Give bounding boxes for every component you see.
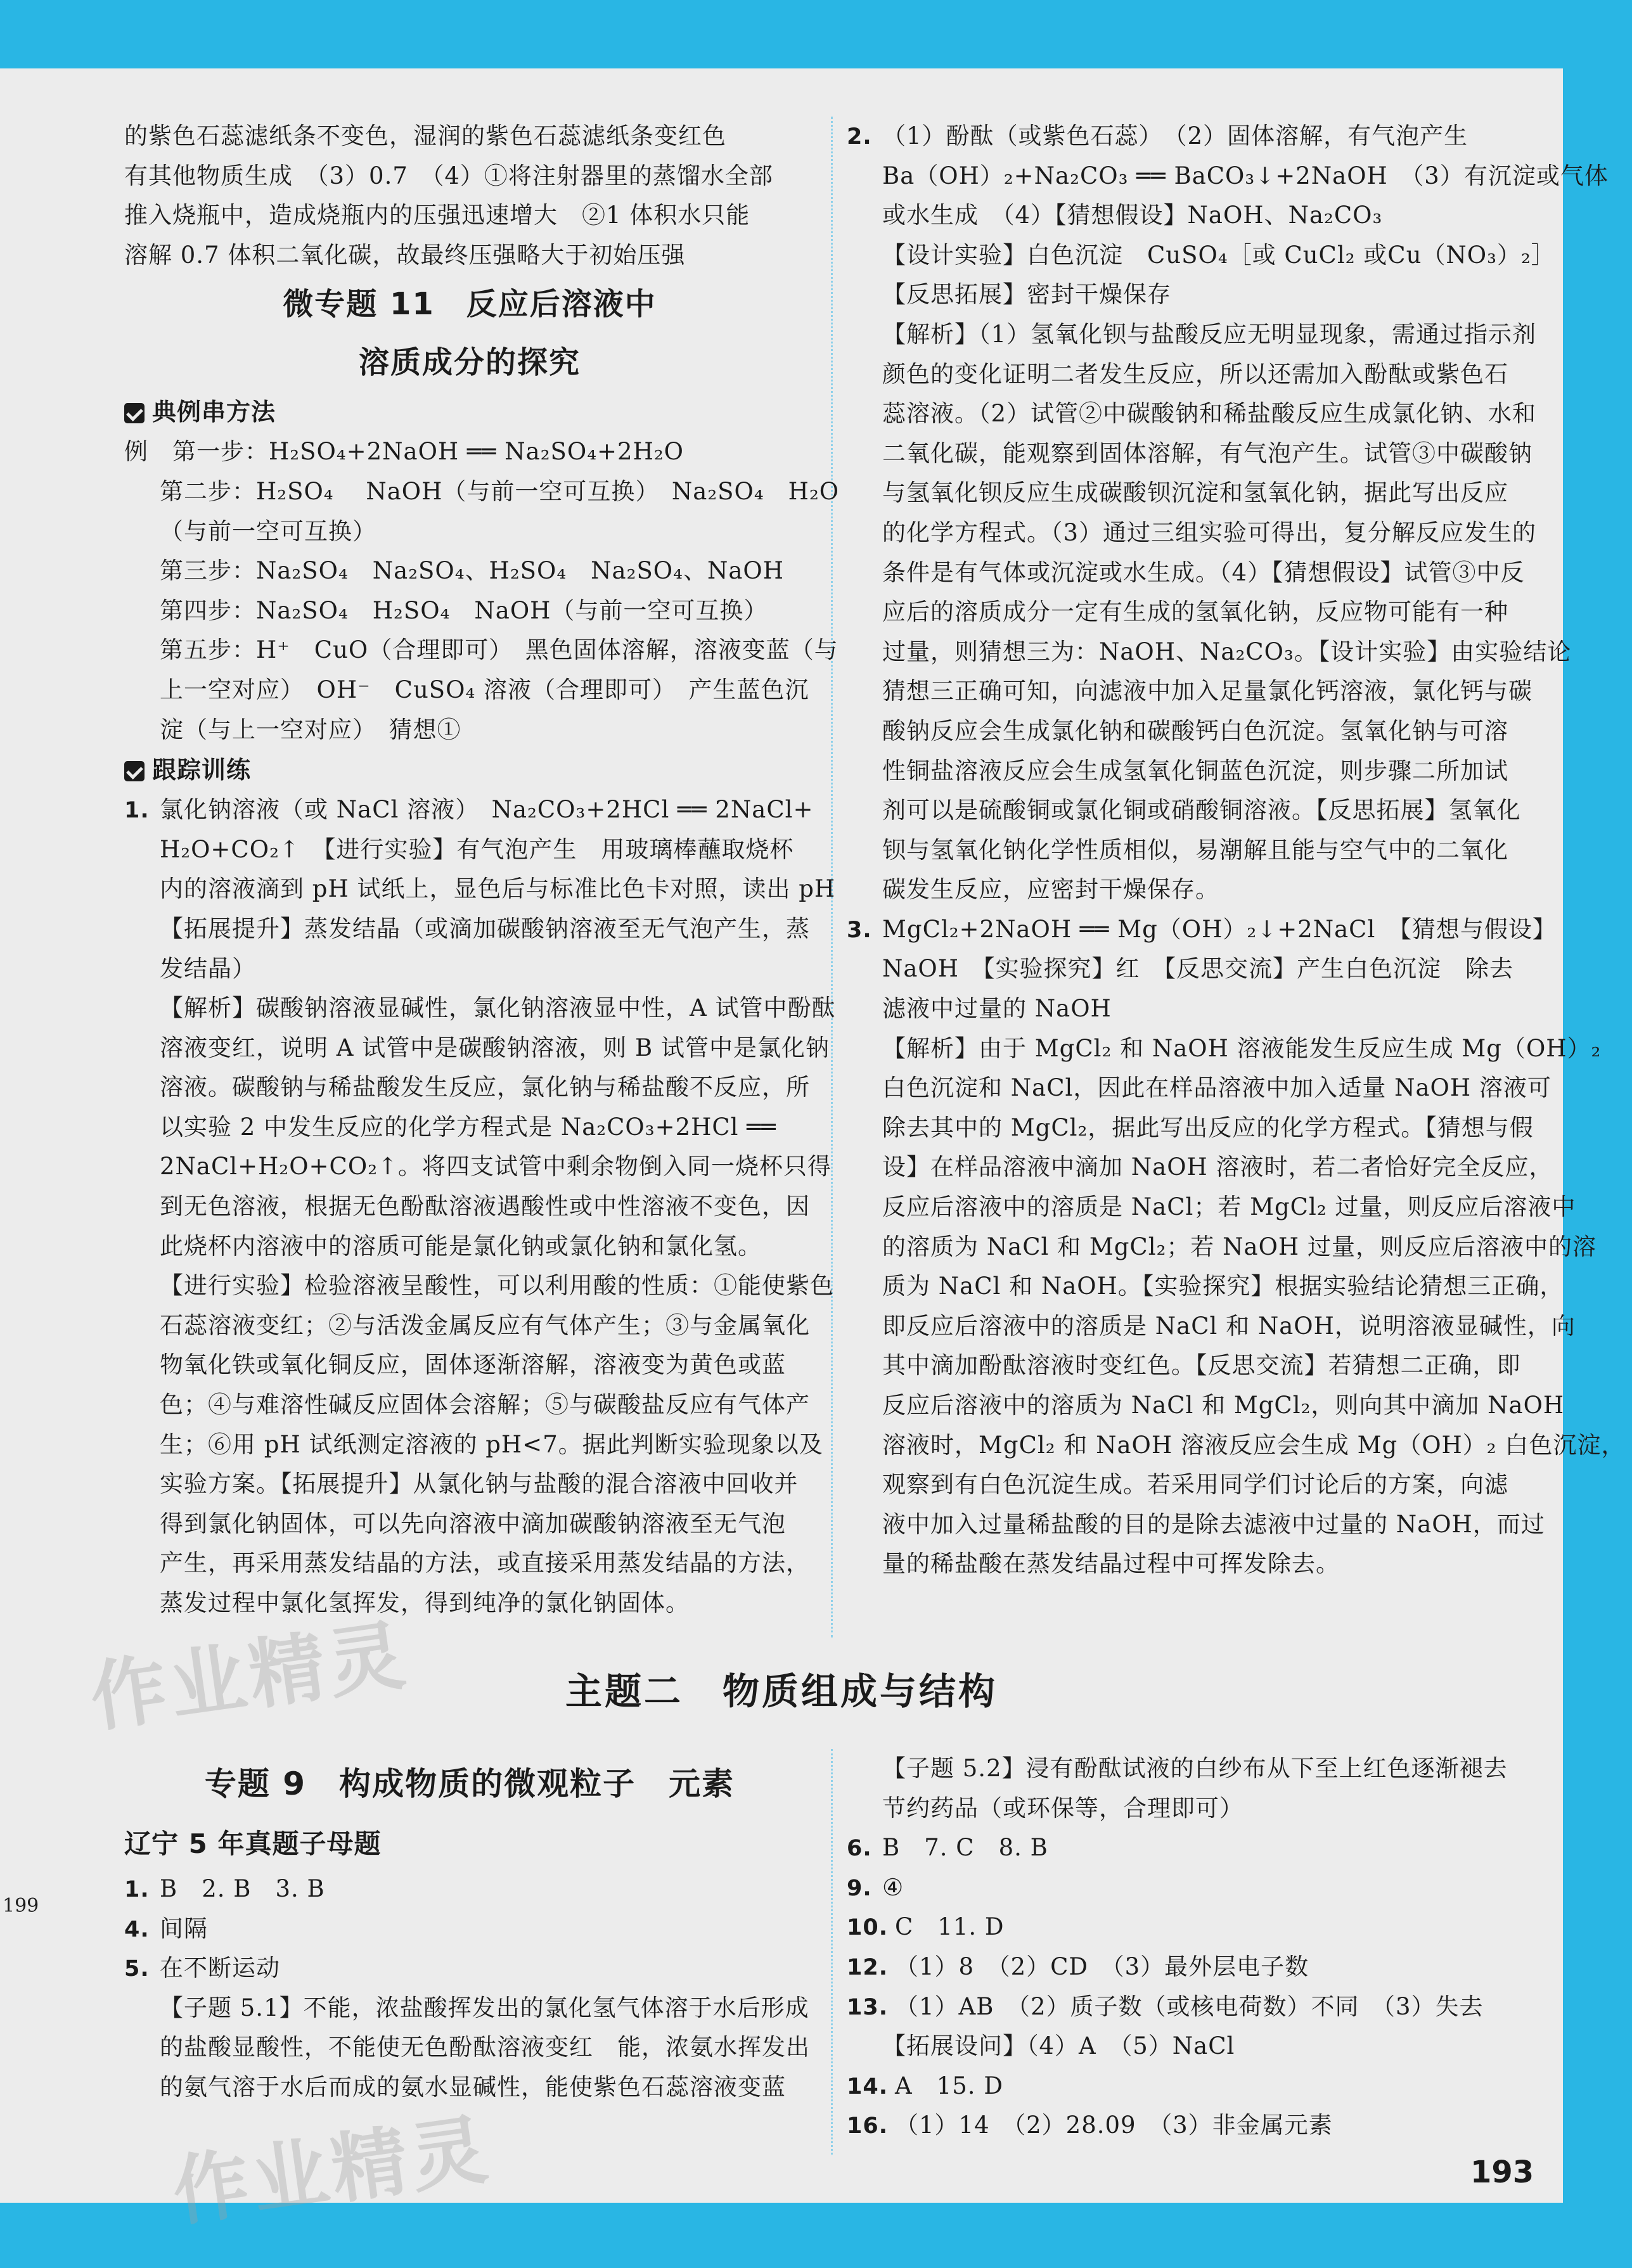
example-line: 第五步：H⁺ CuO（合理即可） 黑色固体溶解，溶液变蓝（与 — [160, 636, 838, 664]
example-line: 例 第一步：H₂SO₄+2NaOH ══ Na₂SO₄+2H₂O — [124, 438, 684, 466]
theme-title: 主题二 物质组成与结构 — [565, 1670, 998, 1713]
answer-line: 白色沉淀和 NaCl，因此在样品溶液中加入适量 NaOH 溶液可 — [882, 1074, 1552, 1102]
answer-line: 2NaCl+H₂O+CO₂↑。将四支试管中剩余物倒入同一烧杯只得 — [160, 1153, 832, 1181]
answer-line: NaOH 【实验探究】红 【反思交流】产生白色沉淀 除去 — [882, 955, 1514, 983]
answer-line: 生；⑥用 pH 试纸测定溶液的 pH<7。据此判断实验现象以及 — [160, 1430, 823, 1458]
text-line: 的紫色石蕊滤纸条不变色，湿润的紫色石蕊滤纸条变红色 — [124, 122, 726, 150]
question-number: 16. — [847, 2113, 889, 2139]
question-number: 13. — [847, 1994, 889, 2020]
answer-text: （1）AB （2）质子数（或核电荷数）不同 （3）失去 — [895, 1992, 1484, 2020]
answer-text: MgCl₂+2NaOH ══ Mg（OH）₂↓+2NaCl 【猜想与假设】 — [882, 915, 1557, 943]
subsection-label: 典例串方法 — [152, 398, 276, 426]
answer-line: 或水生成 （4）【猜想假设】NaOH、Na₂CO₃ — [882, 202, 1383, 229]
answer-line: 碳发生反应，应密封干燥保存。 — [882, 876, 1219, 904]
answer-line — [847, 1868, 1538, 1908]
example-line: 第二步：H₂SO₄ NaOH（与前一空可互换） Na₂SO₄ H₂O — [160, 477, 840, 505]
example-line: 上一空对应） OH⁻ CuSO₄ 溶液（合理即可） 产生蓝色沉 — [160, 676, 809, 703]
subsection-label: 跟踪训练 — [152, 756, 252, 785]
answer-line: 溶液变红，说明 A 试管中是碳酸钠溶液，则 B 试管中是氯化钠 — [160, 1034, 830, 1061]
answer-line — [847, 1947, 1538, 1987]
answer-line: 发结晶） — [160, 954, 256, 982]
answer-line: 到无色溶液，根据无色酚酞溶液遇酸性或中性溶液不变色，因 — [160, 1193, 810, 1220]
answer-line: 色；④与难溶性碱反应固体会溶解；⑤与碳酸盐反应有气体产 — [160, 1391, 810, 1419]
right-column-top — [847, 117, 1626, 1584]
answer-text: A 15. D — [895, 2072, 1003, 2099]
watermark-logo: 作业精灵 — [85, 1611, 414, 1743]
page-number: 193 — [1470, 2155, 1534, 2190]
answer-line: 设】在样品溶液中滴加 NaOH 溶液时，若二者恰好完全反应， — [882, 1153, 1553, 1181]
answer-line: 的溶质为 NaCl 和 MgCl₂；若 NaOH 过量，则反应后溶液中的溶 — [882, 1233, 1597, 1260]
answer-line — [847, 2066, 1538, 2106]
answer-line: 应后的溶质成分一定有生成的氢氧化钠，反应物可能有一种 — [882, 598, 1508, 626]
answer-line: H₂O+CO₂↑ 【进行实验】有气泡产生 用玻璃棒蘸取烧杯 — [160, 835, 794, 863]
question-number: 6. — [847, 1836, 872, 1862]
answer-line: 【设计实验】白色沉淀 CuSO₄［或 CuCl₂ 或Cu（NO₃）₂］ — [882, 241, 1555, 269]
answer-line: 性铜盐溶液反应会生成氢氧化铜蓝色沉淀，则步骤二所加试 — [882, 757, 1508, 785]
answer-line: 的氨气溶于水后而成的氨水显碱性，能使紫色石蕊溶液变蓝 — [160, 2073, 786, 2101]
answer-line: 实验方案。【拓展提升】从氯化钠与盐酸的混合溶液中回收并 — [160, 1470, 799, 1498]
answer-line: 即反应后溶液中的溶质是 NaCl 和 NaOH，说明溶液显碱性，向 — [882, 1312, 1576, 1340]
answer-line: 钡与氢氧化钠化学性质相似，易潮解且能与空气中的二氧化 — [882, 836, 1508, 864]
answer-line: 物氧化铁或氧化铜反应，固体逐渐溶解，溶液变为黄色或蓝 — [160, 1351, 786, 1379]
example-line: （与前一空可互换） — [160, 517, 376, 545]
answer-line: 得到氯化钠固体，可以先向溶液中滴加碳酸钠溶液至无气泡 — [160, 1509, 786, 1537]
answer-line: 其中滴加酚酞溶液时变红色。【反思交流】若猜想二正确，即 — [882, 1352, 1521, 1380]
answer-line: 产生，再采用蒸发结晶的方法，或直接采用蒸发结晶的方法， — [160, 1549, 810, 1577]
example-line: 淀（与上一空对应） 猜想① — [160, 715, 461, 743]
answer-text: （1）酚酞（或紫色石蕊） （2）固体溶解，有气泡产生 — [882, 122, 1468, 150]
answer-text: C 11. D — [895, 1913, 1005, 1941]
answer-line: 除去其中的 MgCl₂，据此写出反应的化学方程式。【猜想与假 — [882, 1113, 1534, 1141]
answer-text: （1）14 （2）28.09 （3）非金属元素 — [895, 2111, 1333, 2139]
topic-title: 专题 9 构成物质的微观粒子 元素 — [204, 1765, 735, 1802]
answer-text: 在不断运动 — [160, 1954, 280, 1982]
answer-line: 【解析】碳酸钠溶液显碱性，氯化钠溶液显中性，A 试管中酚酞 — [160, 994, 836, 1022]
answer-text: 氯化钠溶液（或 NaCl 溶液） Na₂CO₃+2HCl ══ 2NaCl+ — [160, 796, 814, 824]
section-heading-cont: 溶质成分的探究 — [358, 345, 581, 381]
answer-line: 颜色的变化证明二者发生反应，所以还需加入酚酞或紫色石 — [882, 360, 1508, 388]
answer-line: 反应后溶液中的溶质为 NaCl 和 MgCl₂，则向其中滴加 NaOH — [882, 1392, 1565, 1419]
subsection-title: 辽宁 5 年真题子母题 — [124, 1828, 382, 1859]
question-number: 9. — [847, 1875, 872, 1901]
answer-line: 质为 NaCl 和 NaOH。【实验探究】根据实验结论猜想三正确， — [882, 1272, 1564, 1300]
question-number: 1. — [124, 798, 150, 824]
subsection-heading — [124, 750, 815, 790]
question-number: 14. — [847, 2073, 889, 2099]
answer-line — [847, 2106, 1538, 2146]
text-line: 溶解 0.7 体积二氧化碳，故最终压强略大于初始压强 — [124, 241, 686, 269]
answer-line: Ba（OH）₂+Na₂CO₃ ══ BaCO₃↓+2NaOH （3）有沉淀或气体 — [882, 162, 1609, 189]
answer-line: 【反思拓展】密封干燥保存 — [882, 281, 1171, 309]
answer-line: 与氢氧化钡反应生成碳酸钡沉淀和氢氧化钠，据此写出反应 — [882, 479, 1508, 507]
answer-line: 观察到有白色沉淀生成。若采用同学们讨论后的方案，向滤 — [882, 1471, 1508, 1499]
answer-line: 二氧化碳，能观察到固体溶解，有气泡产生。试管③中碳酸钠 — [882, 439, 1532, 467]
answer-line: 【进行实验】检验溶液呈酸性，可以利用酸的性质：①能使紫色 — [160, 1272, 834, 1300]
answer-line: 【拓展提升】蒸发结晶（或滴加碳酸钠溶液至无气泡产生，蒸 — [160, 914, 810, 942]
answer-line — [847, 1828, 1538, 1868]
text-line: 推入烧瓶中，造成烧瓶内的压强迅速增大 ②1 体积水只能 — [124, 202, 750, 229]
answer-text: （1）8 （2）CD （3）最外层电子数 — [895, 1952, 1309, 1980]
watermark-logo: 作业精灵 — [167, 2105, 496, 2238]
right-column-bottom — [847, 1749, 1538, 2146]
checkbox-icon — [124, 761, 145, 781]
question-line — [124, 790, 815, 830]
answer-line: 以实验 2 中发生反应的化学方程式是 Na₂CO₃+2HCl ══ — [160, 1113, 776, 1141]
answer-line: 酸钠反应会生成氯化钠和碳酸钙白色沉淀。氢氧化钠与可溶 — [882, 717, 1508, 745]
answer-line: 溶液时，MgCl₂ 和 NaOH 溶液反应会生成 Mg（OH）₂ 白色沉淀， — [882, 1431, 1626, 1459]
answer-line: 剂可以是硫酸铜或氯化铜或硝酸铜溶液。【反思拓展】氢氧化 — [882, 797, 1521, 824]
answer-line: 【解析】（1）氢氧化钡与盐酸反应无明显现象，需通过指示剂 — [882, 320, 1537, 348]
answer-line: 【子题 5.2】浸有酚酞试液的白纱布从下至上红色逐渐褪去 — [882, 1755, 1508, 1782]
text-line: 有其他物质生成 （3）0.7 （4）①将注射器里的蒸馏水全部 — [124, 162, 773, 189]
answer-line: 的盐酸显酸性，不能使无色酚酞溶液变红 能，浓氨水挥发出 — [160, 2034, 810, 2061]
subsection-heading — [124, 392, 815, 432]
answer-text: B 7. C 8. B — [882, 1834, 1048, 1862]
question-line — [847, 910, 1557, 950]
answer-line: 过量，则猜想三为：NaOH、Na₂CO₃。【设计实验】由实验结论 — [882, 637, 1572, 665]
answer-text: ④ — [882, 1873, 904, 1901]
answer-text: 间隔 — [160, 1914, 208, 1942]
column-divider-lower — [831, 1749, 833, 2155]
question-number: 2. — [847, 124, 872, 150]
answer-line — [847, 1907, 1538, 1947]
answer-line: 此烧杯内溶液中的溶质可能是氯化钠或氯化钠和氯化氢。 — [160, 1232, 762, 1260]
answer-line: 猜想三正确可知，向滤液中加入足量氯化钙溶液，氯化钙与碳 — [882, 677, 1532, 705]
example-line: 第四步：Na₂SO₄ H₂SO₄ NaOH（与前一空可互换） — [160, 596, 768, 624]
question-number: 10. — [847, 1915, 889, 1941]
left-column-bottom — [124, 1749, 815, 2108]
answer-line — [124, 1909, 815, 1949]
answer-line: 【拓展设问】（4）A （5）NaCl — [882, 2032, 1235, 2060]
answer-line — [847, 1987, 1538, 2027]
answer-line: 液中加入过量稀盐酸的目的是除去滤液中过量的 NaOH，而过 — [882, 1510, 1545, 1538]
side-page-number: 199 — [3, 1895, 39, 1917]
answer-line: 量的稀盐酸在蒸发结晶过程中可挥发除去。 — [882, 1550, 1340, 1578]
section-heading: 微专题 11 反应后溶液中 — [283, 286, 657, 323]
checkbox-icon — [124, 403, 145, 423]
answer-line — [124, 1949, 815, 1989]
question-number: 4. — [124, 1916, 150, 1942]
question-number: 12. — [847, 1954, 889, 1980]
question-number: 3. — [847, 917, 872, 943]
answer-line: 的化学方程式。（3）通过三组实验可得出，复分解反应发生的 — [882, 518, 1537, 546]
answer-line: 内的溶液滴到 pH 试纸上，显色后与标准比色卡对照，读出 pH — [160, 875, 836, 903]
answer-line — [124, 1869, 815, 1909]
answer-text: B 2. B 3. B — [160, 1875, 325, 1902]
question-number: 5. — [124, 1956, 150, 1982]
question-line — [847, 117, 1538, 157]
answer-line: 蒸发过程中氯化氢挥发，得到纯净的氯化钠固体。 — [160, 1589, 690, 1617]
answer-line: 溶液。碳酸钠与稀盐酸发生反应，氯化钠与稀盐酸不反应，所 — [160, 1073, 810, 1101]
answer-line: 【子题 5.1】不能，浓盐酸挥发出的氯化氢气体溶于水后形成 — [160, 1994, 809, 2021]
answer-line: 石蕊溶液变红；②与活泼金属反应有气体产生；③与金属氧化 — [160, 1311, 810, 1339]
example-line: 第三步：Na₂SO₄ Na₂SO₄、H₂SO₄ Na₂SO₄、NaOH — [160, 557, 784, 585]
question-number: 1. — [124, 1877, 150, 1902]
answer-line: 蕊溶液。（2）试管②中碳酸钠和稀盐酸反应生成氯化钠、水和 — [882, 400, 1537, 428]
left-column-top — [124, 117, 840, 1624]
answer-line: 反应后溶液中的溶质是 NaCl；若 MgCl₂ 过量，则反应后溶液中 — [882, 1193, 1576, 1221]
answer-line: 【解析】由于 MgCl₂ 和 NaOH 溶液能发生反应生成 Mg（OH）₂ — [882, 1034, 1602, 1062]
answer-line: 条件是有气体或沉淀或水生成。（4）【猜想假设】试管③中反 — [882, 558, 1525, 586]
answer-line: 滤液中过量的 NaOH — [882, 995, 1112, 1023]
answer-line: 节约药品（或环保等，合理即可） — [882, 1794, 1243, 1822]
